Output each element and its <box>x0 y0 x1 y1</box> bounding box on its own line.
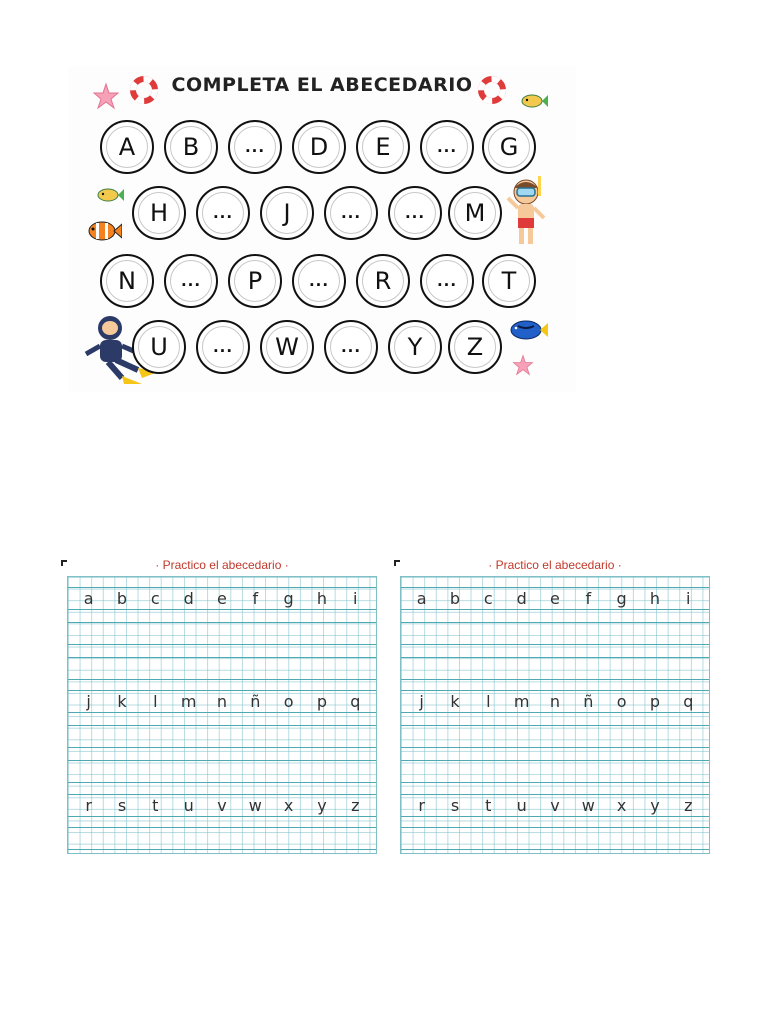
blank-bubble: ... <box>420 120 474 174</box>
letter-bubble: P <box>228 254 282 308</box>
letter-bubble: G <box>482 120 536 174</box>
starfish-icon <box>92 82 120 110</box>
practice-letter: u <box>516 795 527 815</box>
practice-letter: s <box>450 795 460 815</box>
letter-row <box>401 686 709 716</box>
practice-letter: q <box>350 691 361 711</box>
writing-band <box>401 622 709 645</box>
blank-bubble: ... <box>292 254 346 308</box>
practice-grid <box>67 576 377 854</box>
blank-bubble: ... <box>420 254 474 308</box>
letter-bubble: M <box>448 186 502 240</box>
blank-bubble: ... <box>388 186 442 240</box>
practice-sheet-left <box>67 558 377 858</box>
practice-letter: k <box>450 691 460 711</box>
practice-letter: s <box>117 795 127 815</box>
writing-band <box>68 827 376 850</box>
practice-letter: z <box>684 795 693 815</box>
practice-letter: o <box>283 691 294 711</box>
writing-band <box>68 725 376 748</box>
snorkel-kid-icon <box>504 174 552 254</box>
letter-row <box>401 790 709 820</box>
practice-letter: t <box>152 795 159 815</box>
practice-letter: a <box>83 588 94 608</box>
practice-letter: i <box>353 588 358 608</box>
practice-letter: h <box>316 588 328 608</box>
letter-bubble: H <box>132 186 186 240</box>
practice-letter: b <box>449 588 461 608</box>
fish-icon <box>518 92 548 110</box>
letter-bubble: Z <box>448 320 502 374</box>
practice-letter: y <box>317 795 327 815</box>
practice-letter: h <box>649 588 661 608</box>
letter-row <box>68 686 376 716</box>
life-ring-icon <box>130 76 158 104</box>
writing-band <box>68 622 376 645</box>
practice-letter: x <box>616 795 627 815</box>
practice-letter: j <box>86 691 91 711</box>
letter-bubble: D <box>292 120 346 174</box>
blank-bubble: ... <box>164 254 218 308</box>
writing-band <box>401 725 709 748</box>
practice-letter: m <box>180 691 197 711</box>
practice-letter: c <box>150 588 160 608</box>
letter-bubble: R <box>356 254 410 308</box>
practice-letter: i <box>686 588 691 608</box>
alphabet-worksheet <box>68 66 576 392</box>
letter-bubble: Y <box>388 320 442 374</box>
letter-bubble: W <box>260 320 314 374</box>
practice-letter: v <box>217 795 227 815</box>
practice-letter: r <box>418 795 425 815</box>
practice-letter: f <box>585 588 592 608</box>
practice-letter: n <box>216 691 228 711</box>
blue-tang-fish-icon <box>508 318 548 342</box>
practice-letter: p <box>316 691 328 711</box>
letter-bubble: B <box>164 120 218 174</box>
fish-icon <box>94 186 124 204</box>
practice-letter: c <box>483 588 493 608</box>
blank-bubble: ... <box>324 320 378 374</box>
letter-bubble: N <box>100 254 154 308</box>
writing-band <box>401 827 709 850</box>
blank-bubble: ... <box>196 186 250 240</box>
practice-letter: d <box>516 588 527 608</box>
practice-letter: e <box>217 588 227 608</box>
practice-letter: u <box>183 795 194 815</box>
practice-letter: ñ <box>250 691 261 711</box>
practice-letter: v <box>550 795 560 815</box>
practice-letter: l <box>486 691 491 711</box>
blank-bubble: ... <box>228 120 282 174</box>
practice-sheet-right <box>400 558 710 858</box>
letter-row <box>401 583 709 613</box>
practice-letter: t <box>485 795 492 815</box>
letter-bubble: J <box>260 186 314 240</box>
practice-letter: y <box>650 795 660 815</box>
practice-letter: w <box>248 795 262 815</box>
practice-letter: g <box>283 588 294 608</box>
practice-letter: m <box>513 691 530 711</box>
letter-row <box>68 583 376 613</box>
practice-letter: n <box>549 691 561 711</box>
practice-letter: x <box>283 795 294 815</box>
writing-band <box>401 760 709 783</box>
practice-letter: o <box>616 691 627 711</box>
worksheet-title: COMPLETA EL ABECEDARIO <box>171 74 473 96</box>
writing-band <box>401 657 709 680</box>
practice-letter: g <box>616 588 627 608</box>
practice-letter: q <box>683 691 694 711</box>
practice-title: · Practico el abecedario · <box>488 558 622 572</box>
life-ring-icon <box>478 76 506 104</box>
blank-bubble: ... <box>324 186 378 240</box>
practice-grid <box>400 576 710 854</box>
clownfish-icon <box>86 218 122 244</box>
practice-letter: a <box>416 588 427 608</box>
practice-letter: k <box>117 691 127 711</box>
letter-bubble: E <box>356 120 410 174</box>
practice-title: · Practico el abecedario · <box>155 558 289 572</box>
practice-letter: d <box>183 588 194 608</box>
letter-bubble: U <box>132 320 186 374</box>
practice-letter: f <box>252 588 259 608</box>
practice-letter: r <box>85 795 92 815</box>
practice-letter: p <box>649 691 661 711</box>
practice-letter: b <box>116 588 128 608</box>
practice-letter: z <box>351 795 360 815</box>
practice-letter: l <box>153 691 158 711</box>
practice-letter: e <box>550 588 560 608</box>
letter-bubble: A <box>100 120 154 174</box>
practice-letter: ñ <box>583 691 594 711</box>
starfish-icon <box>512 354 534 376</box>
writing-band <box>68 760 376 783</box>
blank-bubble: ... <box>196 320 250 374</box>
writing-band <box>68 657 376 680</box>
letter-bubble: T <box>482 254 536 308</box>
practice-letter: j <box>419 691 424 711</box>
practice-letter: w <box>581 795 595 815</box>
letter-row <box>68 790 376 820</box>
